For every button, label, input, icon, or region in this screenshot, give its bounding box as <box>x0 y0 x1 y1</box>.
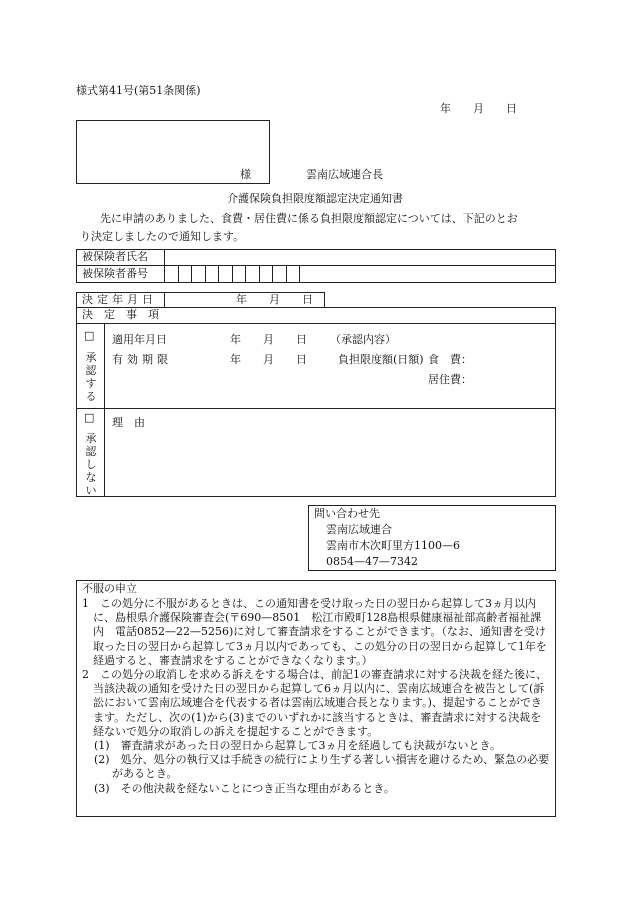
residence-cost-label: 居住費： <box>428 373 472 386</box>
approve-label: 承 認 す る <box>85 351 97 403</box>
food-cost-label: 食 費： <box>428 353 472 366</box>
intro-line-2: り決定しましたので通知します。 <box>80 230 245 243</box>
document-title: 介護保険負担限度額認定決定通知書 <box>227 192 403 205</box>
reason-label: 理 由 <box>112 416 145 429</box>
digit-cell-divider <box>286 265 287 283</box>
decision-date-value[interactable]: 年 月 日 <box>236 293 313 306</box>
digit-cell-divider <box>178 265 179 283</box>
intro-line-1: 先に申請のありました、食費・居住費に係る負担限度額認定については、下記のとお <box>100 212 518 225</box>
objection-item-1: (1) 審査請求があった日の翌日から起算して3ヵ月を経過しても決裁がないとき。 <box>94 739 502 753</box>
digit-cell-divider <box>232 265 233 283</box>
objection-title: 不服の申立 <box>82 582 137 595</box>
decision-items-label: 決 定 事 項 <box>82 308 159 321</box>
validity-period-label: 有効期限 <box>112 353 172 366</box>
contact-phone[interactable]: 0854—47—7342 <box>326 555 418 568</box>
reason-field[interactable] <box>150 412 550 492</box>
start-date-label: 適用年月日 <box>112 333 167 346</box>
insured-name-field[interactable] <box>165 250 555 264</box>
contact-address: 雲南市木次町里方1100—6 <box>326 539 460 552</box>
objection-item-2: (2) 処分、処分の執行又は手続きの続行により生ずる著しい損害を避けるため、緊急の必要があるとき。 <box>94 753 550 781</box>
deny-checkbox[interactable]: □ <box>84 411 95 424</box>
approve-checkbox[interactable]: □ <box>84 329 95 342</box>
digit-cell-divider <box>259 265 260 283</box>
digit-cell-divider <box>191 265 192 283</box>
validity-period-value[interactable]: 年 月 日 <box>230 353 307 366</box>
digit-cell-divider <box>245 265 246 283</box>
issuer-name: 雲南広域連合長 <box>306 168 383 181</box>
approval-content-label: （承認内容） <box>330 333 396 346</box>
objection-item-3: (3) その他決裁を経ないことにつき正当な理由があるとき。 <box>94 781 395 795</box>
contact-org: 雲南広域連合 <box>326 523 392 536</box>
objection-paragraph-2: 2 この処分の取消しを求める訴えをする場合は、前記1の審査請求に対する決裁を経た後に、当該決裁の通知を受けた日の翌日から起算して6ヵ月以内に、雲南広域連合を被告として(訴訟において雲南広域連合を代表する者は雲南広域連合長となります。)、提起することができます。ただし、次の(1)から(3)までのいずれかに該当するときは、審査請求に対する決裁を経ないで処分の取消しの訴えを提起することができます。 <box>82 668 547 738</box>
addressee-suffix: 様 <box>240 168 251 181</box>
insured-name-label: 被保険者氏名 <box>82 250 148 263</box>
start-date-value[interactable]: 年 月 日 <box>230 333 307 346</box>
digit-cell-divider <box>205 265 206 283</box>
digit-cell-divider <box>218 265 219 283</box>
limit-amount-label: 負担限度額(日額) <box>338 353 424 366</box>
form-number: 様式第41号(第51条関係) <box>76 84 201 97</box>
issue-date: 年 月 日 <box>440 102 517 115</box>
insured-number-label: 被保険者番号 <box>82 267 148 280</box>
objection-body <box>82 597 552 796</box>
deny-label: 承 認 し な い <box>85 432 97 497</box>
decision-date-label: 決定年月日 <box>82 293 157 306</box>
contact-title: 問い合わせ先 <box>314 507 380 520</box>
digit-cell-divider <box>299 265 300 283</box>
objection-paragraph-1: 1 この処分に不服があるときは、この通知書を受け取った日の翌日から起算して3ヵ月以内に、島根県介護保険審査会(〒690—8501 松江市殿町128島根県健康福祉部高齢者福祉課内 電話0852—22—5256)に対して審査請求をすることができます。（なお、通知書を受け取った日の翌日から起算して3ヵ月以内であっても、この処分の日の翌日から起算して1年を経過すると、審査請求をすることができなくなります。） <box>82 597 547 667</box>
digit-cell-divider <box>272 265 273 283</box>
